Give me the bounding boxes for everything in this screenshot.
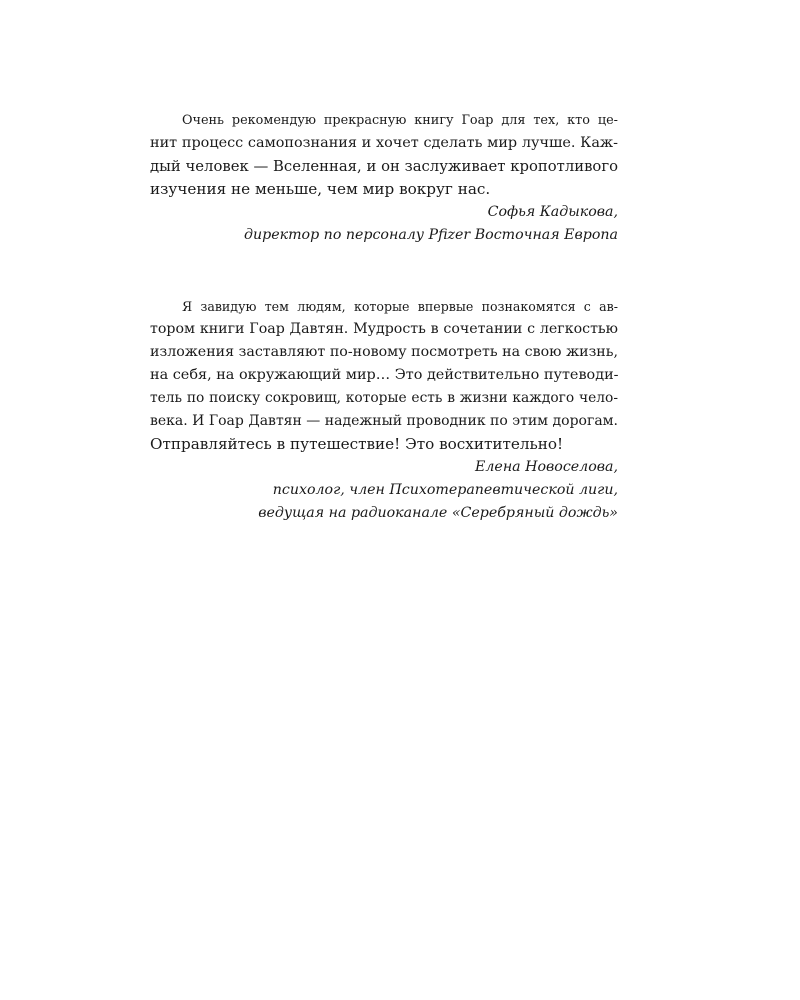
author-role: директор по персоналу Pfizer Восточная Европа	[244, 227, 618, 243]
testimonial-attribution	[150, 456, 618, 525]
quote-line: на себя, на окружающий мир… Это действительно путеводи-	[150, 367, 619, 383]
testimonial-attribution	[150, 201, 618, 247]
testimonial-quote	[150, 295, 618, 456]
quote-line: Отправляйтесь в путешествие! Это восхитительно!	[150, 435, 564, 453]
quote-line: тором книги Гоар Давтян. Мудрость в сочетании с легкостью	[150, 321, 618, 337]
author-role: психолог, член Психотерапевтической лиги,	[272, 482, 618, 498]
author-name: Софья Кадыкова,	[487, 204, 618, 220]
testimonial-quote	[150, 109, 618, 201]
quote-line: тель по поиску сокровищ, которые есть в жизни каждого чело-	[150, 390, 618, 406]
author-name: Елена Новоселова,	[475, 459, 618, 475]
page-content	[150, 109, 618, 525]
quote-line: изучения не меньше, чем мир вокруг нас.	[150, 180, 491, 198]
quote-line: века. И Гоар Давтян — надежный проводник по этим дорогам.	[150, 413, 618, 429]
quote-line: Очень рекомендую прекрасную книгу Гоар для тех, кто це-	[182, 113, 618, 128]
quote-line: дый человек — Вселенная, и он заслуживает кропотливого	[150, 158, 618, 175]
quote-line: Я завидую тем людям, которые впервые познакомятся с ав-	[182, 299, 618, 314]
testimonial-1	[150, 109, 618, 247]
author-role: ведущая на радиоканале «Серебряный дождь»	[258, 505, 618, 521]
testimonial-2	[150, 295, 618, 525]
quote-line: нит процесс самопознания и хочет сделать мир лучше. Каж-	[150, 135, 618, 151]
quote-line: изложения заставляют по-новому посмотреть на свою жизнь,	[150, 344, 618, 360]
